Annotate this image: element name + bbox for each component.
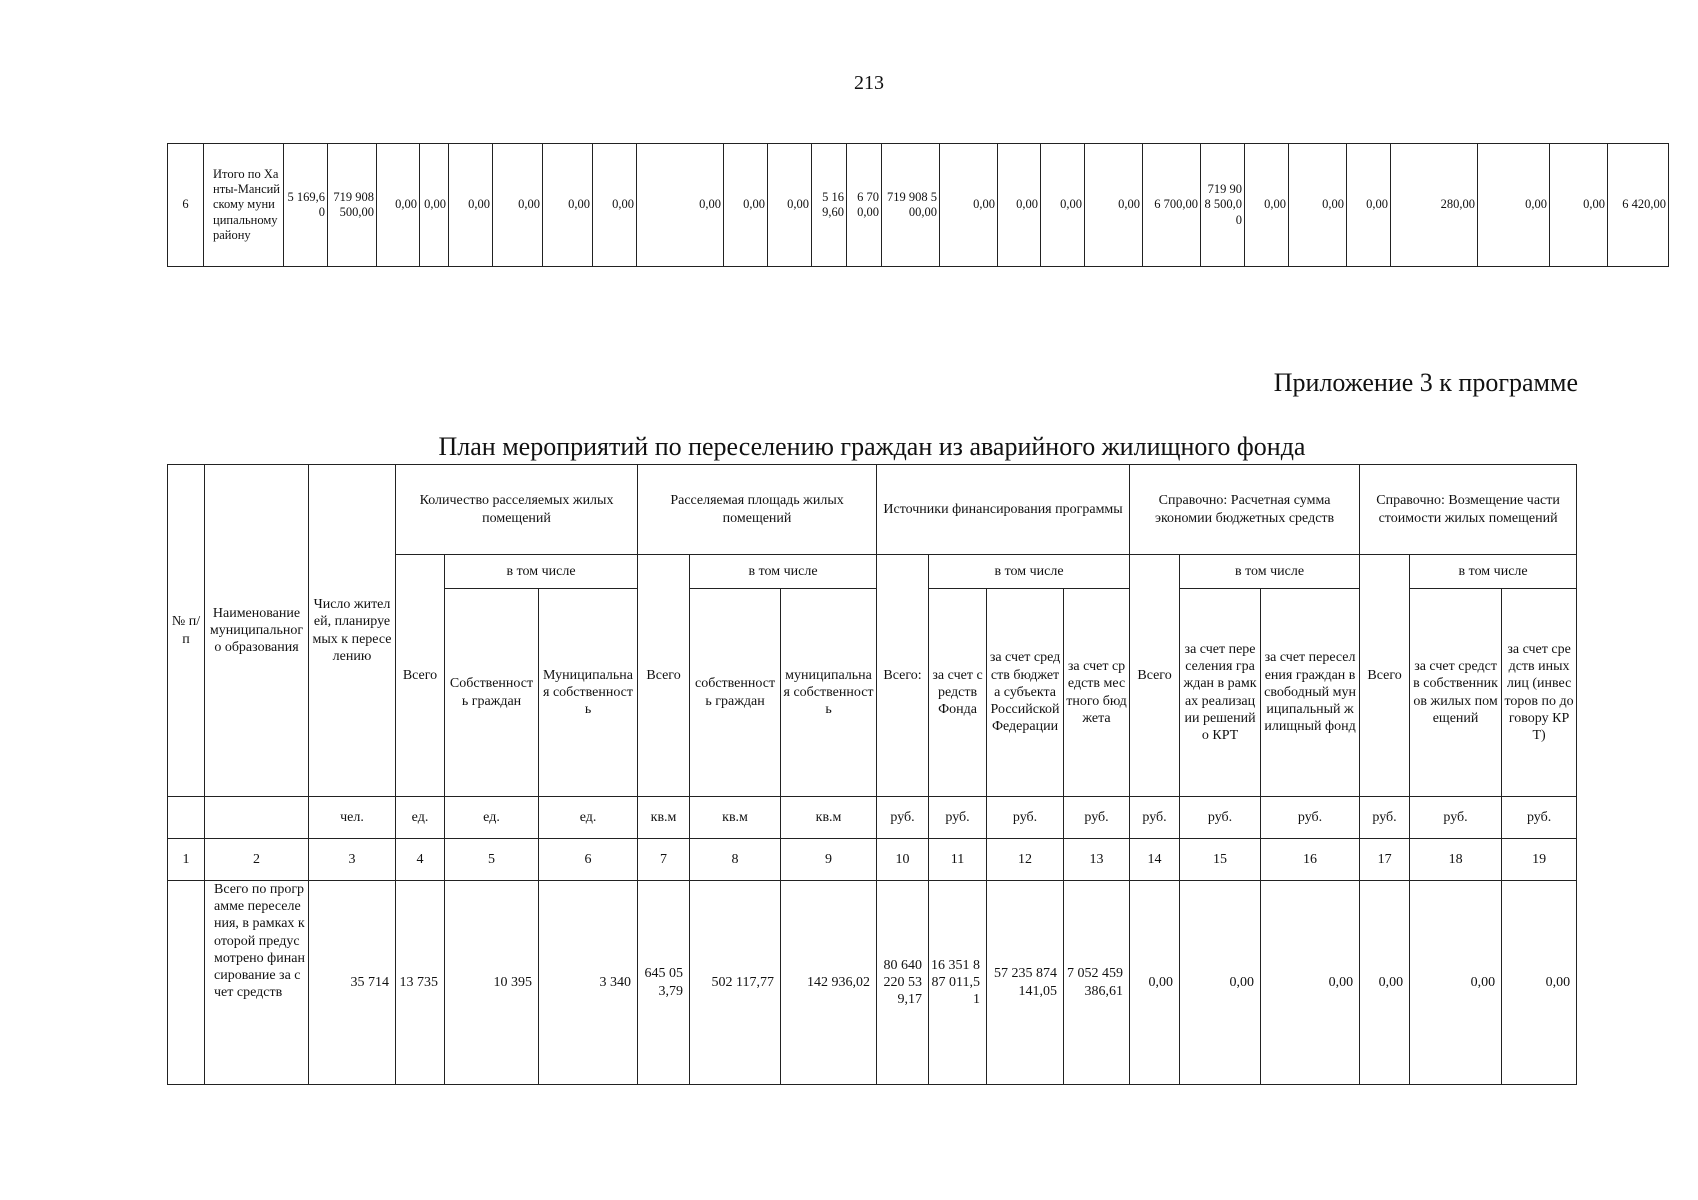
col-header-local-budget: за счет средств местного бюджета xyxy=(1064,589,1130,797)
column-number: 5 xyxy=(445,839,539,881)
table-cell: 142 936,02 xyxy=(781,881,877,1085)
table-cell: 0,00 xyxy=(1410,881,1502,1085)
column-number: 17 xyxy=(1360,839,1410,881)
unit-cell: ед. xyxy=(445,797,539,839)
column-number: 13 xyxy=(1064,839,1130,881)
col-header-other-persons-funds: за счет средств иных лиц (инвесторов по договору КРТ) xyxy=(1502,589,1577,797)
col-header-krt-resettlement: за счет переселения граждан в рамках реализации решений о КРТ xyxy=(1180,589,1261,797)
appendix-label: Приложение 3 к программе xyxy=(1273,368,1578,397)
table-cell: 0,00 xyxy=(637,144,724,267)
table-cell: 0,00 xyxy=(1289,144,1347,267)
table-cell: 16 351 887 011,51 xyxy=(929,881,987,1085)
table-cell: 0,00 xyxy=(998,144,1041,267)
table-cell: 3 340 xyxy=(539,881,638,1085)
column-number: 16 xyxy=(1261,839,1360,881)
unit-cell: руб. xyxy=(1502,797,1577,839)
col-header-total: Всего xyxy=(1130,555,1180,797)
col-header-total: Всего xyxy=(638,555,690,797)
column-number: 7 xyxy=(638,839,690,881)
table-cell: 13 735 xyxy=(396,881,445,1085)
table-cell: Итого по Ханты-Мансийскому муниципальному району xyxy=(204,144,284,267)
unit-cell: чел. xyxy=(309,797,396,839)
table-cell: 10 395 xyxy=(445,881,539,1085)
unit-cell: кв.м xyxy=(781,797,877,839)
column-number: 19 xyxy=(1502,839,1577,881)
col-header-total: Всего xyxy=(1360,555,1410,797)
table-cell: 280,00 xyxy=(1391,144,1478,267)
table-cell: 0,00 xyxy=(724,144,768,267)
unit-cell: руб. xyxy=(877,797,929,839)
column-number: 18 xyxy=(1410,839,1502,881)
group-header-savings: Справочно: Расчетная сумма экономии бюджетных средств xyxy=(1130,465,1360,555)
table-cell: 0,00 xyxy=(1502,881,1577,1085)
table-cell: 6 700,00 xyxy=(1143,144,1201,267)
group-header-compensation: Справочно: Возмещение части стоимости жилых помещений xyxy=(1360,465,1577,555)
table-cell: 5 169,60 xyxy=(284,144,328,267)
table-cell: 0,00 xyxy=(1130,881,1180,1085)
table-cell: 35 714 xyxy=(309,881,396,1085)
table-cell: 6 xyxy=(168,144,204,267)
group-header-finance: Источники финансирования программы xyxy=(877,465,1130,555)
column-number: 15 xyxy=(1180,839,1261,881)
table-cell xyxy=(168,797,205,839)
unit-cell: руб. xyxy=(1180,797,1261,839)
col-header-owners-funds: за счет средств собственников жилых помещений xyxy=(1410,589,1502,797)
group-header-area: Расселяемая площадь жилых помещений xyxy=(638,465,877,555)
row-num-cell xyxy=(168,881,205,1085)
table-cell: 719 908 500,00 xyxy=(328,144,377,267)
col-header-municipal-ownership: Муниципальная собственность xyxy=(539,589,638,797)
table-cell: 0,00 xyxy=(1360,881,1410,1085)
col-header-num: № п/п xyxy=(168,465,205,797)
table-cell: 0,00 xyxy=(1180,881,1261,1085)
table-cell: 5 169,60 xyxy=(812,144,847,267)
table-cell: 719 908 500,00 xyxy=(882,144,940,267)
resettlement-plan-table xyxy=(167,464,1577,1085)
table-cell: 0,00 xyxy=(543,144,593,267)
unit-cell: руб. xyxy=(1130,797,1180,839)
subgroup-header: в том числе xyxy=(445,555,638,589)
col-header-municipal-ownership-area: муниципальная собственность xyxy=(781,589,877,797)
table-cell: 0,00 xyxy=(1085,144,1143,267)
column-number: 2 xyxy=(205,839,309,881)
col-header-residents: Число жителей, планируемых к переселению xyxy=(309,465,396,797)
col-header-citizen-ownership-area: собственность граждан xyxy=(690,589,781,797)
table-cell xyxy=(205,797,309,839)
table-cell: 0,00 xyxy=(1245,144,1289,267)
table-cell: 645 053,79 xyxy=(638,881,690,1085)
unit-cell: ед. xyxy=(539,797,638,839)
column-number: 1 xyxy=(168,839,205,881)
subgroup-header: в том числе xyxy=(690,555,877,589)
units-row xyxy=(168,797,1577,839)
table-cell: 502 117,77 xyxy=(690,881,781,1085)
subgroup-header: в том числе xyxy=(1410,555,1577,589)
unit-cell: кв.м xyxy=(690,797,781,839)
table-header-row xyxy=(168,465,1577,555)
group-header-count: Количество расселяемых жилых помещений xyxy=(396,465,638,555)
table-cell: 0,00 xyxy=(377,144,420,267)
column-number: 4 xyxy=(396,839,445,881)
table-row xyxy=(168,881,1577,1085)
table-cell: 0,00 xyxy=(449,144,493,267)
column-number: 6 xyxy=(539,839,638,881)
table-cell: 0,00 xyxy=(420,144,449,267)
subgroup-header: в том числе xyxy=(929,555,1130,589)
col-header-total: Всего xyxy=(396,555,445,797)
table-cell: 0,00 xyxy=(768,144,812,267)
table-cell: 0,00 xyxy=(1261,881,1360,1085)
column-number: 12 xyxy=(987,839,1064,881)
plan-title: План мероприятий по переселению граждан из аварийного жилищного фонда xyxy=(438,432,1306,461)
unit-cell: руб. xyxy=(1261,797,1360,839)
previous-table-continuation xyxy=(167,143,1669,267)
column-number: 14 xyxy=(1130,839,1180,881)
table-cell: 0,00 xyxy=(1347,144,1391,267)
col-header-regional-budget: за счет средств бюджета субъекта Российской Федерации xyxy=(987,589,1064,797)
column-number: 8 xyxy=(690,839,781,881)
unit-cell: руб. xyxy=(1410,797,1502,839)
col-header-citizen-ownership: Собственность граждан xyxy=(445,589,539,797)
col-header-free-municipal-fund: за счет переселения граждан в свободный муниципальный жилищный фонд xyxy=(1261,589,1360,797)
table-cell: 6 700,00 xyxy=(847,144,882,267)
col-header-fund: за счет средств Фонда xyxy=(929,589,987,797)
table-cell: 6 420,00 xyxy=(1608,144,1669,267)
unit-cell: кв.м xyxy=(638,797,690,839)
table-cell: 0,00 xyxy=(593,144,637,267)
table-cell: 0,00 xyxy=(1041,144,1085,267)
column-number-row xyxy=(168,839,1577,881)
unit-cell: ед. xyxy=(396,797,445,839)
table-cell: 719 908 500,00 xyxy=(1201,144,1245,267)
row-name-cell: Всего по программе переселения, в рамках которой предусмотрено финансирование за счет средств xyxy=(205,881,309,1085)
column-number: 10 xyxy=(877,839,929,881)
table-cell: 57 235 874 141,05 xyxy=(987,881,1064,1085)
table-cell: 7 052 459 386,61 xyxy=(1064,881,1130,1085)
subgroup-header: в том числе xyxy=(1180,555,1360,589)
column-number: 9 xyxy=(781,839,877,881)
unit-cell: руб. xyxy=(929,797,987,839)
table-cell: 0,00 xyxy=(1550,144,1608,267)
table-cell: 80 640 220 539,17 xyxy=(877,881,929,1085)
page-number: 213 xyxy=(854,72,884,94)
table-cell: 0,00 xyxy=(493,144,543,267)
table-cell: 0,00 xyxy=(940,144,998,267)
col-header-total: Всего: xyxy=(877,555,929,797)
table-cell: 0,00 xyxy=(1478,144,1550,267)
unit-cell: руб. xyxy=(987,797,1064,839)
column-number: 11 xyxy=(929,839,987,881)
table-row xyxy=(168,144,1669,267)
unit-cell: руб. xyxy=(1064,797,1130,839)
unit-cell: руб. xyxy=(1360,797,1410,839)
col-header-mun-name: Наименование муниципального образования xyxy=(205,465,309,797)
column-number: 3 xyxy=(309,839,396,881)
